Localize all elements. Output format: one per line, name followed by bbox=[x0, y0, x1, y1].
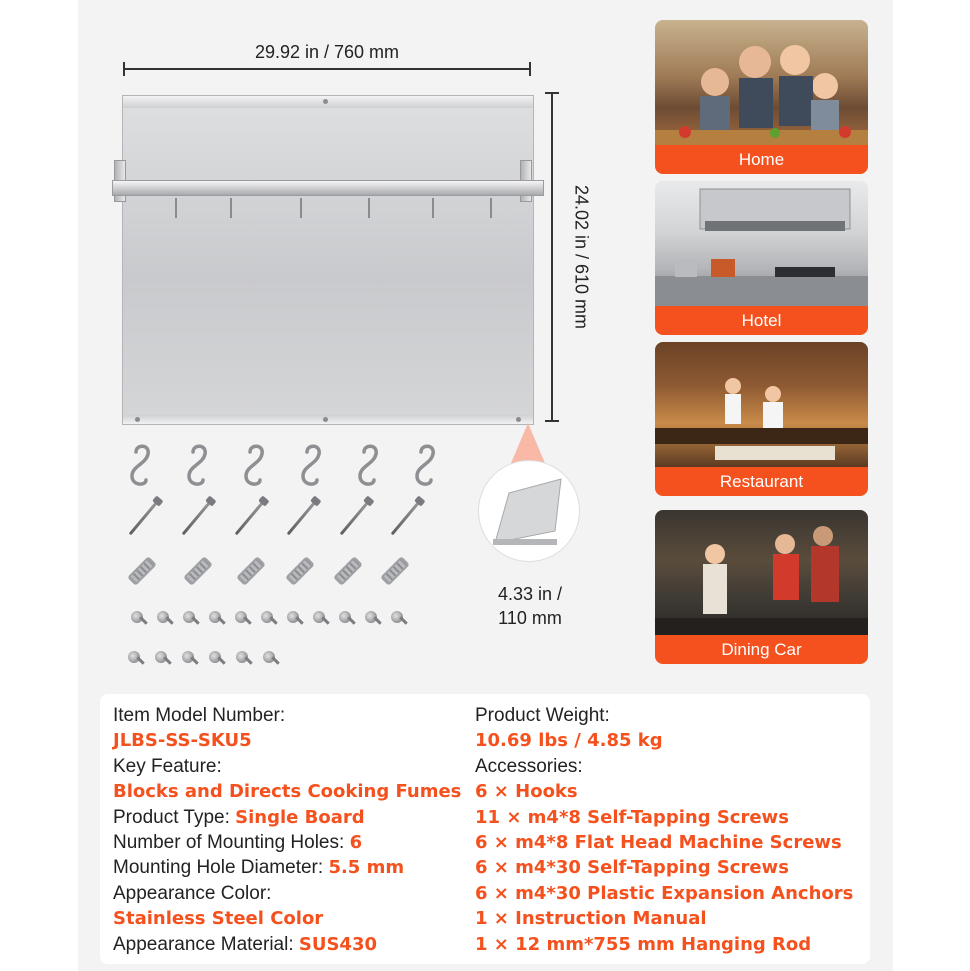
hole-diameter-value: 5.5 mm bbox=[328, 857, 405, 879]
appearance-material-value: SUS430 bbox=[298, 933, 378, 955]
edge-detail-callout bbox=[478, 460, 580, 562]
key-feature-value: Blocks and Directs Cooking Fumes bbox=[113, 781, 462, 803]
width-dimension-line bbox=[123, 62, 531, 76]
rail-hook bbox=[300, 198, 302, 218]
product-weight-label: Product Weight: bbox=[475, 705, 610, 726]
accessory-item: 6 × m4*30 Plastic Expansion Anchors bbox=[475, 882, 854, 904]
machine-screw-icon bbox=[183, 611, 195, 623]
flat-head-screw-icon bbox=[155, 651, 167, 663]
machine-screw-icon bbox=[157, 611, 169, 623]
scene-label: Hotel bbox=[655, 306, 868, 335]
accessory-item: 6 × Hooks bbox=[475, 781, 578, 803]
scene-card-hotel bbox=[655, 181, 868, 335]
machine-screw-icon bbox=[235, 611, 247, 623]
scene-label: Restaurant bbox=[655, 467, 868, 496]
accessory-item: 11 × m4*8 Self-Tapping Screws bbox=[475, 806, 789, 828]
accessory-item: 6 × m4*30 Self-Tapping Screws bbox=[475, 857, 789, 879]
accessory-item: 1 × Instruction Manual bbox=[475, 908, 707, 930]
product-weight-value: 10.69 lbs / 4.85 kg bbox=[475, 730, 663, 752]
scene-card-dining-car bbox=[655, 510, 868, 664]
appearance-color-label: Appearance Color: bbox=[113, 882, 272, 904]
thickness-label: 4.33 in / 110 mm bbox=[497, 584, 563, 628]
rail-hook bbox=[230, 198, 232, 218]
product-type-value: Single Board bbox=[235, 806, 365, 828]
s-hooks-image bbox=[128, 444, 448, 488]
mounting-holes-label: Number of Mounting Holes: bbox=[113, 831, 350, 853]
machine-screw-icon bbox=[365, 611, 377, 623]
appearance-material-label: Appearance Material: bbox=[113, 933, 299, 955]
height-dimension-line bbox=[545, 92, 559, 422]
rail-hook bbox=[490, 198, 492, 218]
accessories-label: Accessories: bbox=[475, 755, 583, 777]
accessory-item: 6 × m4*8 Flat Head Machine Screws bbox=[475, 831, 842, 853]
width-dimension-label: 29.92 in / 760 mm bbox=[254, 42, 400, 62]
product-type-label: Product Type: bbox=[113, 806, 236, 828]
mounting-holes-value: 6 bbox=[349, 831, 363, 853]
machine-screw-icon bbox=[391, 611, 403, 623]
home-kitchen-photo bbox=[655, 20, 868, 145]
key-feature-label: Key Feature: bbox=[113, 755, 222, 777]
dining-car-photo bbox=[655, 510, 868, 635]
spec-column-right bbox=[475, 703, 853, 957]
machine-screw-icon bbox=[131, 611, 143, 623]
machine-screw-icon bbox=[287, 611, 299, 623]
flat-head-screw-icon bbox=[209, 651, 221, 663]
backsplash-panel-image bbox=[122, 95, 534, 425]
machine-screw-icon bbox=[261, 611, 273, 623]
flat-head-screw-icon bbox=[236, 651, 248, 663]
hole-diameter-label: Mounting Hole Diameter: bbox=[113, 857, 329, 879]
scene-label: Dining Car bbox=[655, 635, 868, 664]
flat-head-screw-icon bbox=[128, 651, 140, 663]
rail-hook bbox=[368, 198, 370, 218]
hanging-rod-shelf bbox=[112, 180, 544, 196]
restaurant-kitchen-photo bbox=[655, 342, 868, 467]
item-model-label: Item Model Number: bbox=[113, 705, 286, 726]
rail-hook bbox=[432, 198, 434, 218]
flat-head-screw-icon bbox=[182, 651, 194, 663]
hotel-kitchen-photo bbox=[655, 181, 868, 306]
accessory-item: 1 × 12 mm*755 mm Hanging Rod bbox=[475, 933, 812, 955]
spec-column-left bbox=[113, 703, 461, 957]
machine-screw-icon bbox=[209, 611, 221, 623]
scene-card-home bbox=[655, 20, 868, 174]
rail-hook bbox=[175, 198, 177, 218]
item-model-value: JLBS-SS-SKU5 bbox=[113, 730, 252, 752]
flat-head-screw-icon bbox=[263, 651, 275, 663]
height-dimension-label: 24.02 in / 610 mm bbox=[571, 184, 592, 330]
scene-card-restaurant bbox=[655, 342, 868, 496]
scene-label: Home bbox=[655, 145, 868, 174]
machine-screw-icon bbox=[313, 611, 325, 623]
machine-screw-icon bbox=[339, 611, 351, 623]
appearance-color-value: Stainless Steel Color bbox=[113, 908, 324, 930]
specification-box bbox=[100, 694, 870, 964]
